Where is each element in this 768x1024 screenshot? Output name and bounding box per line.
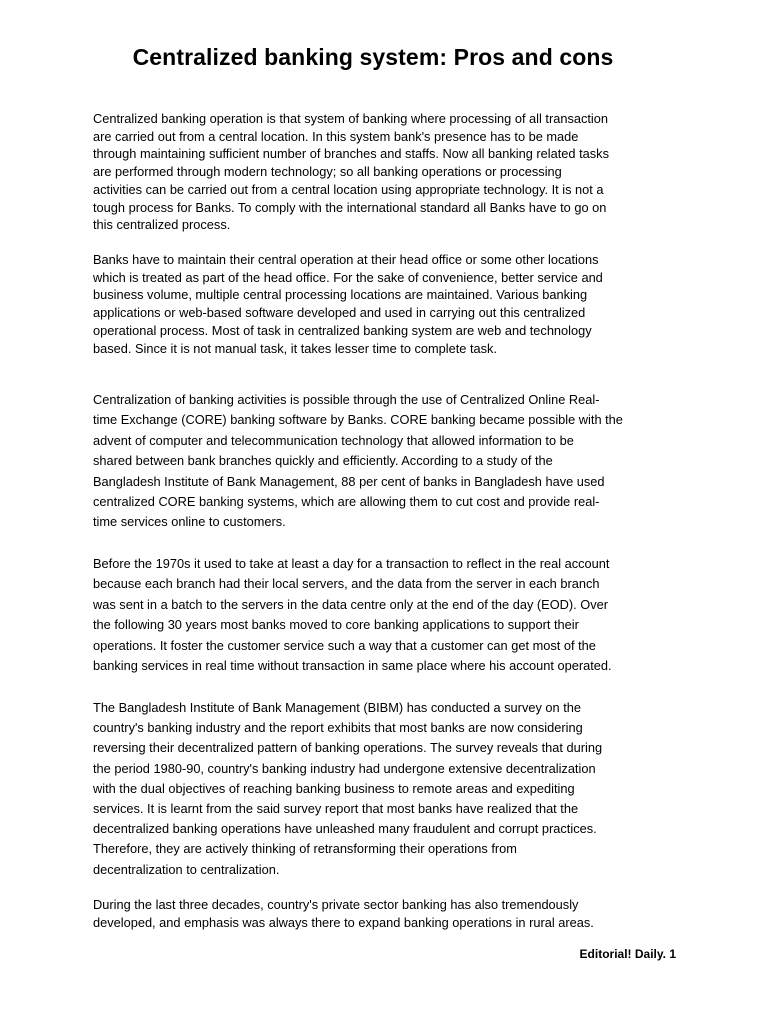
paragraph-bibm-survey (93, 698, 683, 880)
text-line: services. It is learnt from the said survey report that most banks have realized that the (93, 801, 579, 817)
text-line: operational process. Most of task in centralized banking system are web and technology (93, 322, 592, 338)
text-line: country's banking industry and the report exhibits that most banks are now considering (93, 720, 583, 736)
text-line: this centralized process. (93, 217, 231, 233)
text-line: with the dual objectives of reaching banking business to remote areas and expediting (93, 780, 575, 796)
text-line: decentralized banking operations have unleashed many fraudulent and corrupt practices. (93, 821, 597, 837)
text-line: banking services in real time without transaction in same place where his account operated. (93, 658, 612, 674)
text-line: business volume, multiple central processing locations are maintained. Various banking (93, 287, 588, 303)
text-line: are carried out from a central location. In this system bank's presence has to be made (93, 128, 579, 144)
text-line: the following 30 years most banks moved to core banking applications to support their (93, 617, 579, 633)
text-line: During the last three decades, country's private sector banking has also tremendously (93, 897, 579, 912)
paragraph-head-office (93, 251, 683, 357)
paragraph-centralized-operation (93, 110, 683, 234)
text-line: which is treated as part of the head office. For the sake of convenience, better service and (93, 269, 603, 285)
text-line: The Bangladesh Institute of Bank Management (BIBM) has conducted a survey on the (93, 700, 581, 715)
text-line: reversing their decentralized pattern of banking operations. The survey reveals that during (93, 740, 603, 756)
text-line: time Exchange (CORE) banking software by Banks. CORE banking became possible with the (93, 412, 623, 428)
text-line: advent of computer and telecommunication technology that allowed information to be (93, 432, 574, 448)
text-line: through maintaining sufficient number of branches and staffs. Now all banking related tasks (93, 146, 609, 162)
text-line: the period 1980-90, country's banking industry had undergone extensive decentralization (93, 760, 596, 776)
text-line: Before the 1970s it used to take at least a day for a transaction to reflect in the real account (93, 556, 610, 571)
text-line: centralized CORE banking systems, which are allowing them to cut cost and provide real- (93, 494, 600, 510)
text-line: Therefore, they are actively thinking of retransforming their operations from (93, 841, 517, 857)
text-line: developed, and emphasis was always there to expand banking operations in rural areas. (93, 914, 594, 930)
text-line: are performed through modern technology; so all banking operations or processing (93, 164, 562, 180)
text-line: because each branch had their local servers, and the data from the server in each branch (93, 576, 600, 592)
text-line: applications or web-based software developed and used in carrying out this centralized (93, 305, 586, 321)
page-footer: Editorial! Daily. 1 (579, 947, 676, 961)
text-line: decentralization to centralization. (93, 861, 280, 877)
text-line: activities can be carried out from a central location using appropriate technology. It is not a (93, 181, 604, 197)
text-line: time services online to customers. (93, 514, 286, 530)
text-line: operations. It foster the customer service such a way that a customer can get most of the (93, 637, 596, 653)
page-title: Centralized banking system: Pros and cons (132, 44, 614, 70)
text-line: shared between bank branches quickly and efficiently. According to a study of the (93, 453, 553, 469)
text-line: Centralization of banking activities is possible through the use of Centralized Online Real- (93, 392, 600, 407)
text-line: Centralized banking operation is that system of banking where processing of all transaction (93, 111, 609, 126)
text-line: Bangladesh Institute of Bank Management, 88 per cent of banks in Bangladesh have used (93, 473, 605, 489)
paragraph-before-1970s (93, 554, 683, 676)
paragraph-core-banking (93, 390, 683, 533)
text-line: tough process for Banks. To comply with the international standard all Banks have to go on (93, 199, 607, 215)
text-line: Banks have to maintain their central operation at their head office or some other locations (93, 252, 599, 267)
text-line: was sent in a batch to the servers in the data centre only at the end of the day (EOD). Over (93, 596, 608, 612)
text-line: based. Since it is not manual task, it takes lesser time to complete task. (93, 340, 497, 356)
paragraph-last-three-decades (93, 896, 683, 931)
